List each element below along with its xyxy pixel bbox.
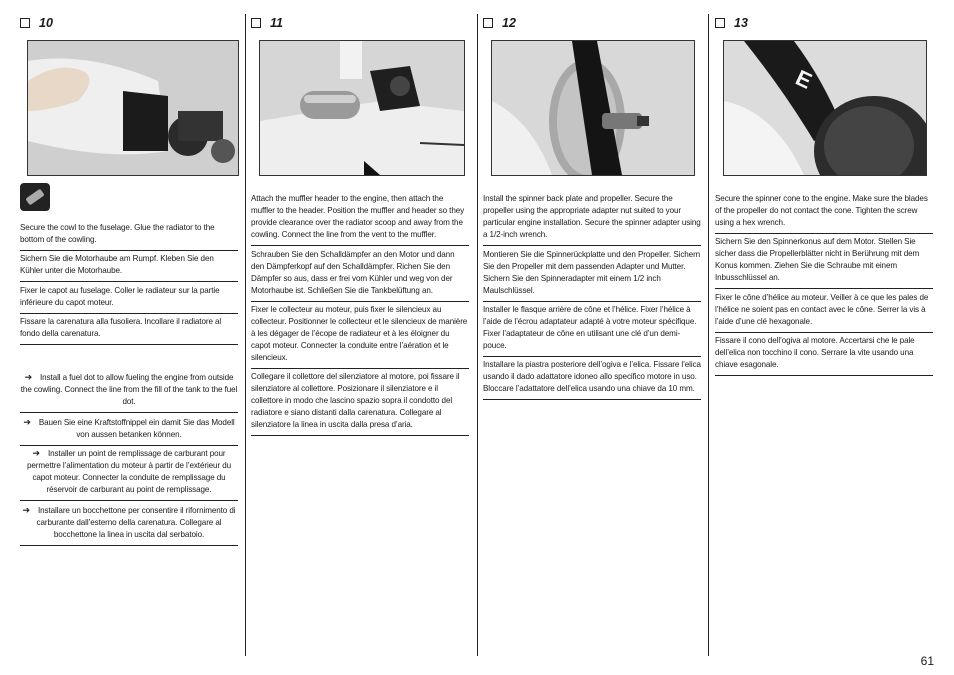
step-12-text-de: Montieren Sie die Spinnerückplatte und den Propeller. Sichern Sie den Propeller mit dem passenden Adapter und Mutter. Sichern Sie den Spinneradapter mit einem 1/2 inch Maulschlüssel. [483,249,701,302]
fuel-tip-icon [20,183,50,211]
step-11-text-fr: Fixer le collecteur au moteur, puis fixer le silencieux au collecteur. Positionner le collecteur et le silencieux de manière à les dégager de l’écope de radiateur et à les éloigner du capot moteur. Connecter la conduite entre l’aération et le silencieux. [251,304,469,369]
step-13-text-de: Sichern Sie den Spinnerkonus auf dem Motor. Stellen Sie sicher dass die Propellerblätter nicht in Berührung mit dem Konus kommen. Ziehen Sie die Schraube mit einem Inbusschlüssel an. [715,236,933,289]
tip-de [20,417,238,446]
arrow-right-icon: ➔ [23,417,31,427]
checkbox-icon[interactable] [251,18,261,28]
column-divider [245,14,246,656]
checkbox-icon[interactable] [20,18,30,28]
tip-fr [20,448,238,501]
step-11-heading [251,15,283,31]
step-number: 10 [39,16,53,30]
step-10-text-fr: Fixer le capot au fuselage. Coller le radiateur sur la partie inférieure du capot moteur. [20,285,238,314]
step-13-photo [723,40,927,176]
step-12-text-it: Installare la piastra posteriore dell’ogiva e l’elica. Fissare l’elica usando il dado adattatore idoneo allo specifico motore in uso. Bloccare l’adattatore dell’elica usando una chiave da 10 mm. [483,359,701,400]
step-10-photo [27,40,239,176]
step-10-text-en: Secure the cowl to the fuselage. Glue the radiator to the bottom of the cowling. [20,222,238,251]
step-number: 13 [734,16,748,30]
step-11-photo [259,40,465,176]
tip-text: Install a fuel dot to allow fueling the engine from outside the cowling. Connect the line from the fill of the tank to the fuel dot. [20,373,238,406]
tip-text: Installer un point de remplissage de carburant pour permettre l’alimentation du moteur à partir de l’extérieur du capot moteur. Connecter la conduite de remplissage du réservoir de carburant au point de remplissage. [27,449,231,494]
step-number: 11 [270,16,283,30]
arrow-right-icon: ➔ [32,448,40,458]
tip-it [20,505,238,546]
step-12-photo [491,40,695,176]
step-11-text-en: Attach the muffler header to the engine, then attach the muffler to the header. Position the muffler and header so they provide clearance over the radiator scoop and away from the cowling. Connect the line from the vent to the muffler. [251,193,469,246]
step-11-text-de: Schrauben Sie den Schalldämpfer an den Motor und dann den Dämpferkopf auf den Schalldämpfer. Richen Sie den Dämpfer so aus, dass er frei vom Kühler und weg von der Motorhaube ist. Schließen Sie die Tankbelüftung an. [251,249,469,302]
column-divider [477,14,478,656]
step-11-text-it: Collegare il collettore del silenziatore al motore, poi fissare il silenziatore al collettore. Posizionare il silenziatore e il collettore in modo che lascino spazio sopra il condotto del radiatore e siano distanti dalla carenatura. Collegare al silenziatore la linea in uscita dalla presa d’aria. [251,371,469,436]
checkbox-icon[interactable] [483,18,493,28]
step-12-text-en: Install the spinner back plate and propeller. Secure the propeller using the appropriate adapter nut suited to your particular engine installation. Secure the spinner adapter using a 1/2-inch wrench. [483,193,701,246]
step-13-heading [715,15,748,31]
arrow-right-icon: ➔ [22,505,30,515]
step-10-text-it: Fissare la carenatura alla fusoliera. Incollare il radiatore al fondo della carenatura. [20,316,238,345]
step-12-heading [483,15,516,31]
step-12-text-fr: Installer le flasque arrière de cône et l’hélice. Fixer l’hélice à l’aide de l’écrou adaptateur adapté à votre moteur spécifique. Fixer l’adaptateur de cône en utilisant une clé d’un demi-pouce. [483,304,701,357]
column-divider [708,14,709,656]
tip-en [20,372,238,413]
step-10-text-de: Sichern Sie die Motorhaube am Rumpf. Kleben Sie den Kühler unter die Motorhaube. [20,253,238,282]
checkbox-icon[interactable] [715,18,725,28]
tip-text: Installare un bocchettone per consentire il rifornimento di carburante dall’esterno della carenatura. Collegare al bocchettone la linea in uscita dal serbatoio. [36,506,236,539]
arrow-right-icon: ➔ [24,372,33,382]
page-number: 61 [920,654,934,668]
step-13-text-en: Secure the spinner cone to the engine. Make sure the blades of the propeller do not contact the cone. Tighten the screw using a hex wrench. [715,193,933,234]
svg-text:E: E [791,64,816,94]
step-number: 12 [502,16,516,30]
step-13-text-fr: Fixer le cône d’hélice au moteur. Veiller à ce que les pales de l’hélice ne soient pas en contact avec le cône. Serrer la vis à l’aide d’une clé hexagonale. [715,292,933,333]
tip-text: Bauen Sie eine Kraftstoffnippel ein damit Sie das Modell von aussen betanken können. [38,418,235,439]
step-13-text-it: Fissare il cono dell’ogiva al motore. Accertarsi che le pale dell’elica non tocchino il cono. Serrare la vite usando una chiave esagonale. [715,335,933,376]
step-10-heading [20,15,53,31]
